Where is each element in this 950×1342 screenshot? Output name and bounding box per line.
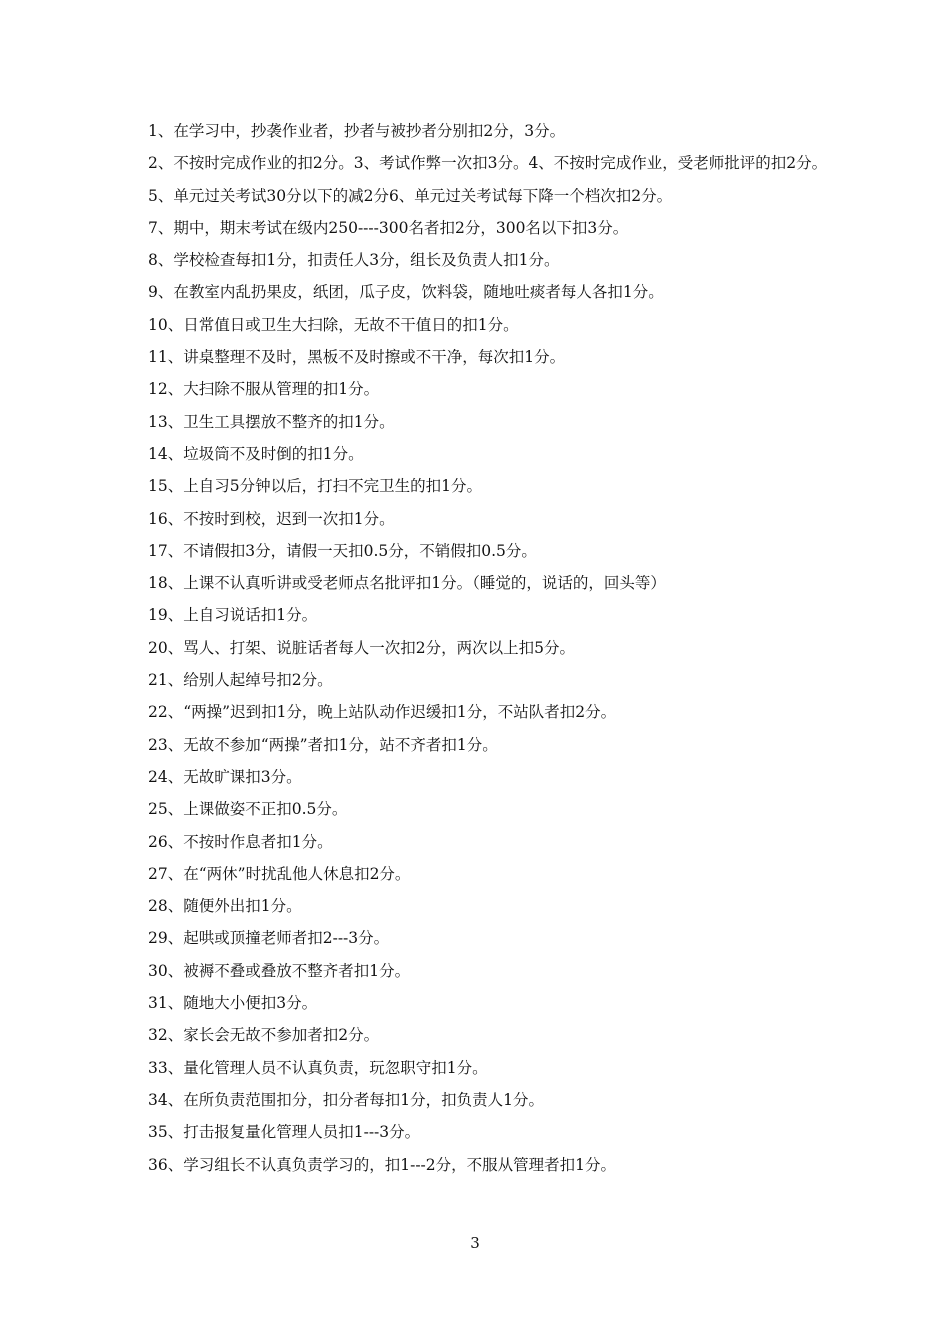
rule-item: 10、日常值日或卫生大扫除，无故不干值日的扣1分。 (148, 315, 519, 334)
rule-item: 9、在教室内乱扔果皮，纸团，瓜子皮，饮料袋，随地吐痰者每人各扣1分。 (148, 283, 664, 302)
rule-item: 28、随便外出扣1分。 (148, 897, 302, 916)
rule-item: 15、上自习5分钟以后，打扫不完卫生的扣1分。 (148, 477, 482, 496)
rule-item: 11、讲桌整理不及时，黑板不及时擦或不干净，每次扣1分。 (148, 348, 566, 367)
rule-item: 8、学校检查每扣1分，扣责任人3分，组长及负责人扣1分。 (148, 251, 560, 270)
rule-item: 13、卫生工具摆放不整齐的扣1分。 (148, 412, 395, 431)
rule-item: 5、单元过关考试30分以下的减2分6、单元过关考试每下降一个档次扣2分。 (148, 186, 673, 205)
rule-item: 19、上自习说话扣1分。 (148, 606, 318, 625)
rule-item: 27、在“两休”时扰乱他人休息扣2分。 (148, 864, 411, 883)
rule-item: 33、量化管理人员不认真负责，玩忽职守扣1分。 (148, 1058, 488, 1077)
rule-item: 31、随地大小便扣3分。 (148, 994, 318, 1013)
rule-item: 34、在所负责范围扣分，扣分者每扣1分，扣负责人1分。 (148, 1090, 544, 1109)
rule-item: 2、不按时完成作业的扣2分。3、考试作弊一次扣3分。4、不按时完成作业，受老师批评的扣2分。 (148, 154, 828, 173)
rule-item: 12、大扫除不服从管理的扣1分。 (148, 380, 380, 399)
rule-item: 32、家长会无故不参加者扣2分。 (148, 1026, 380, 1045)
rules-list (104, 115, 849, 1181)
rule-item: 35、打击报复量化管理人员扣1---3分。 (148, 1123, 421, 1142)
rule-item: 26、不按时作息者扣1分。 (148, 832, 333, 851)
rule-item: 22、“两操”迟到扣1分，晚上站队动作迟缓扣1分，不站队者扣2分。 (148, 703, 617, 722)
rule-item: 20、骂人、打架、说脏话者每人一次扣2分，两次以上扣5分。 (148, 638, 575, 657)
rule-item: 23、无故不参加“两操”者扣1分，站不齐者扣1分。 (148, 735, 498, 754)
rule-item: 17、不请假扣3分，请假一天扣0.5分，不销假扣0.5分。 (148, 541, 537, 560)
rule-item: 36、学习组长不认真负责学习的，扣1---2分，不服从管理者扣1分。 (148, 1155, 617, 1174)
rule-item: 16、不按时到校，迟到一次扣1分。 (148, 509, 395, 528)
rule-item: 25、上课做姿不正扣0.5分。 (148, 800, 348, 819)
rule-item: 21、给别人起绰号扣2分。 (148, 671, 333, 690)
rule-item: 18、上课不认真听讲或受老师点名批评扣1分。（睡觉的，说话的，回头等） (148, 574, 666, 593)
rule-item: 1、在学习中，抄袭作业者，抄者与被抄者分别扣2分，3分。 (148, 122, 566, 140)
page-number: 3 (470, 1234, 480, 1252)
rule-item: 7、期中，期末考试在级内250----300名者扣2分，300名以下扣3分。 (148, 218, 629, 237)
rule-item: 29、起哄或顶撞老师者扣2---3分。 (148, 929, 390, 948)
rule-item: 30、被褥不叠或叠放不整齐者扣1分。 (148, 961, 411, 980)
rule-item: 24、无故旷课扣3分。 (148, 767, 302, 786)
rule-item: 14、垃圾筒不及时倒的扣1分。 (148, 444, 364, 463)
